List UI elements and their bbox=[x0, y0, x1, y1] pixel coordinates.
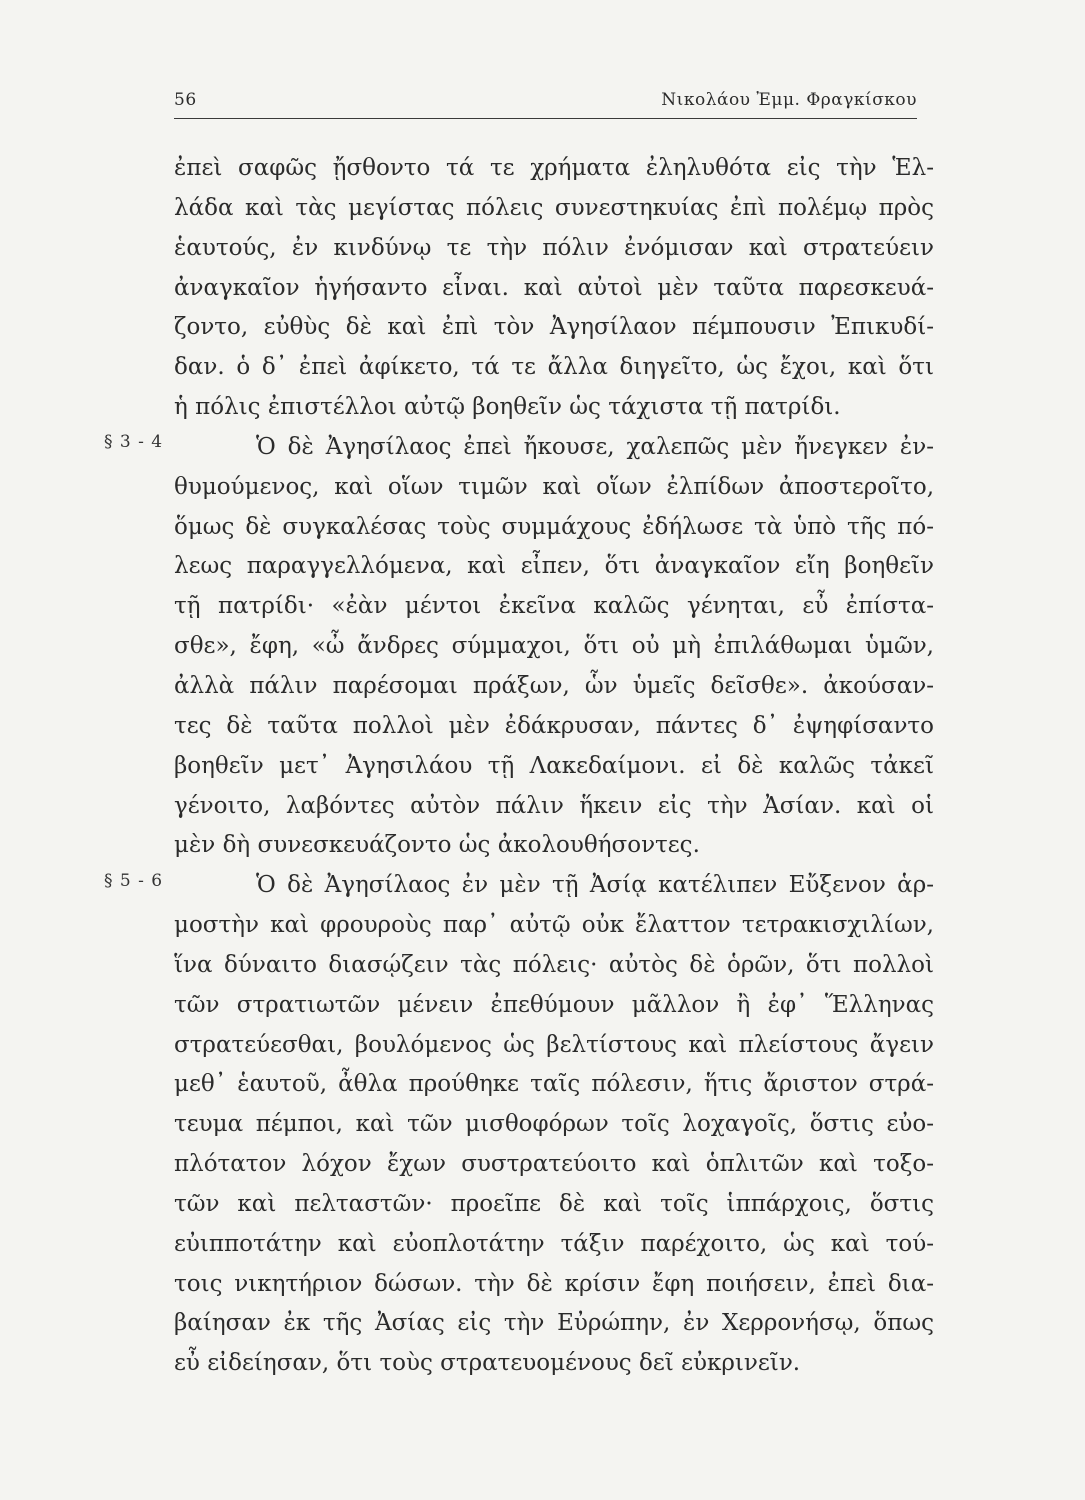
text-line: θυμούμενος, καὶ οἵων τιμῶν καὶ οἵων ἐλπίδων ἀποστεροῖτο, bbox=[174, 473, 934, 500]
text-line: τῶν καὶ πελταστῶν· προεῖπε δὲ καὶ τοῖς ἱππάρχοις, ὅστις bbox=[174, 1190, 934, 1217]
text-line: σθε», ἔφη, «ὦ ἄνδρες σύμμαχοι, ὅτι οὐ μὴ ἐπιλάθωμαι ὑμῶν, bbox=[174, 633, 934, 660]
text-line: τοις νικητήριον δώσων. τὴν δὲ κρίσιν ἔφη ποιήσειν, ἐπεὶ δια- bbox=[174, 1270, 934, 1297]
text-line: ζοντο, εὐθὺς δὲ καὶ ἐπὶ τὸν Ἀγησίλαον πέμπουσιν Ἐπικυδί- bbox=[174, 314, 934, 341]
text-line: βαίησαν ἐκ τῆς Ἀσίας εἰς τὴν Εὐρώπην, ἐν Χερρονήσῳ, ὅπως bbox=[174, 1310, 934, 1337]
body-text bbox=[174, 149, 934, 1384]
text-line: Ὁ δὲ Ἀγησίλαος ἐν μὲν τῇ Ἀσίᾳ κατέλιπεν Εὔξενον ἁρ- bbox=[256, 872, 934, 899]
text-line: μοστὴν καὶ φρουροὺς παρ᾽ αὐτῷ οὐκ ἔλαττον τετρακισχιλίων, bbox=[174, 912, 934, 939]
text-line: τῇ πατρίδι· «ἐὰν μέντοι ἐκεῖνα καλῶς γένηται, εὖ ἐπίστα- bbox=[174, 593, 934, 620]
text-line: τες δὲ ταῦτα πολλοὶ μὲν ἐδάκρυσαν, πάντες δ᾽ ἐψηφίσαντο bbox=[174, 712, 934, 739]
text-line: λάδα καὶ τὰς μεγίστας πόλεις συνεστηκυίας ἐπὶ πολέμῳ πρὸς bbox=[174, 194, 934, 221]
text-line: τευμα πέμποι, καὶ τῶν μισθοφόρων τοῖς λοχαγοῖς, ὅστις εὐο- bbox=[174, 1111, 934, 1138]
text-line: εὐιπποτάτην καὶ εὐοπλοτάτην τάξιν παρέχοιτο, ὡς καὶ τού- bbox=[174, 1230, 934, 1257]
section-marker: § 5 - 6 bbox=[104, 871, 164, 891]
text-line: λεως παραγγελλόμενα, καὶ εἶπεν, ὅτι ἀναγκαῖον εἴη βοηθεῖν bbox=[174, 553, 934, 580]
running-header bbox=[174, 84, 917, 119]
text-line: ἵνα δύναιτο διασῴζειν τὰς πόλεις· αὐτὸς δὲ ὁρῶν, ὅτι πολλοὶ bbox=[174, 951, 934, 978]
text-line: γένοιτο, λαβόντες αὐτὸν πάλιν ἥκειν εἰς τὴν Ἀσίαν. καὶ οἱ bbox=[174, 792, 934, 819]
page-number: 56 bbox=[174, 90, 197, 110]
text-line: δαν. ὁ δ᾽ ἐπεὶ ἀφίκετο, τά τε ἄλλα διηγεῖτο, ὡς ἔχοι, καὶ ὅτι bbox=[174, 354, 934, 381]
text-line: μεθ᾽ ἑαυτοῦ, ἆθλα προύθηκε ταῖς πόλεσιν, ἥτις ἄριστον στρά- bbox=[174, 1071, 934, 1098]
text-line: ἑαυτούς, ἐν κινδύνῳ τε τὴν πόλιν ἐνόμισαν καὶ στρατεύειν bbox=[174, 234, 934, 261]
text-line: ὅμως δὲ συγκαλέσας τοὺς συμμάχους ἐδήλωσε τὰ ὑπὸ τῆς πό- bbox=[174, 513, 934, 540]
text-line: μὲν δὴ συνεσκευάζοντο ὡς ἀκολουθήσοντες. bbox=[174, 832, 700, 859]
section-marker: § 3 - 4 bbox=[104, 432, 164, 452]
text-line: εὖ εἰδείησαν, ὅτι τοὺς στρατευομένους δεῖ εὐκρινεῖν. bbox=[174, 1350, 801, 1377]
text-line: τῶν στρατιωτῶν μένειν ἐπεθύμουν μᾶλλον ἢ ἐφ᾽ Ἕλληνας bbox=[174, 991, 934, 1018]
text-line: ἡ πόλις ἐπιστέλλοι αὐτῷ βοηθεῖν ὡς τάχιστα τῇ πατρίδι. bbox=[174, 394, 841, 421]
text-line: ἀναγκαῖον ἡγήσαντο εἶναι. καὶ αὐτοὶ μὲν ταῦτα παρεσκευά- bbox=[174, 274, 934, 301]
text-line: βοηθεῖν μετ᾽ Ἀγησιλάου τῇ Λακεδαίμονι. εἰ δὲ καλῶς τἀκεῖ bbox=[174, 752, 934, 779]
text-line: στρατεύεσθαι, βουλόμενος ὡς βελτίστους καὶ πλείστους ἄγειν bbox=[174, 1031, 934, 1058]
running-head-author: Νικολάου Ἐμμ. Φραγκίσκου bbox=[661, 90, 917, 110]
text-line: Ὁ δὲ Ἀγησίλαος ἐπεὶ ἤκουσε, χαλεπῶς μὲν ἤνεγκεν ἐν- bbox=[256, 433, 934, 460]
text-line: ἀλλὰ πάλιν παρέσομαι πράξων, ὧν ὑμεῖς δεῖσθε». ἀκούσαν- bbox=[174, 672, 934, 699]
text-line: ἐπεὶ σαφῶς ᾔσθοντο τά τε χρήματα ἐληλυθότα εἰς τὴν Ἑλ- bbox=[174, 155, 934, 181]
text-line: πλότατον λόχον ἔχων συστρατεύοιτο καὶ ὁπλιτῶν καὶ τοξο- bbox=[174, 1151, 934, 1178]
